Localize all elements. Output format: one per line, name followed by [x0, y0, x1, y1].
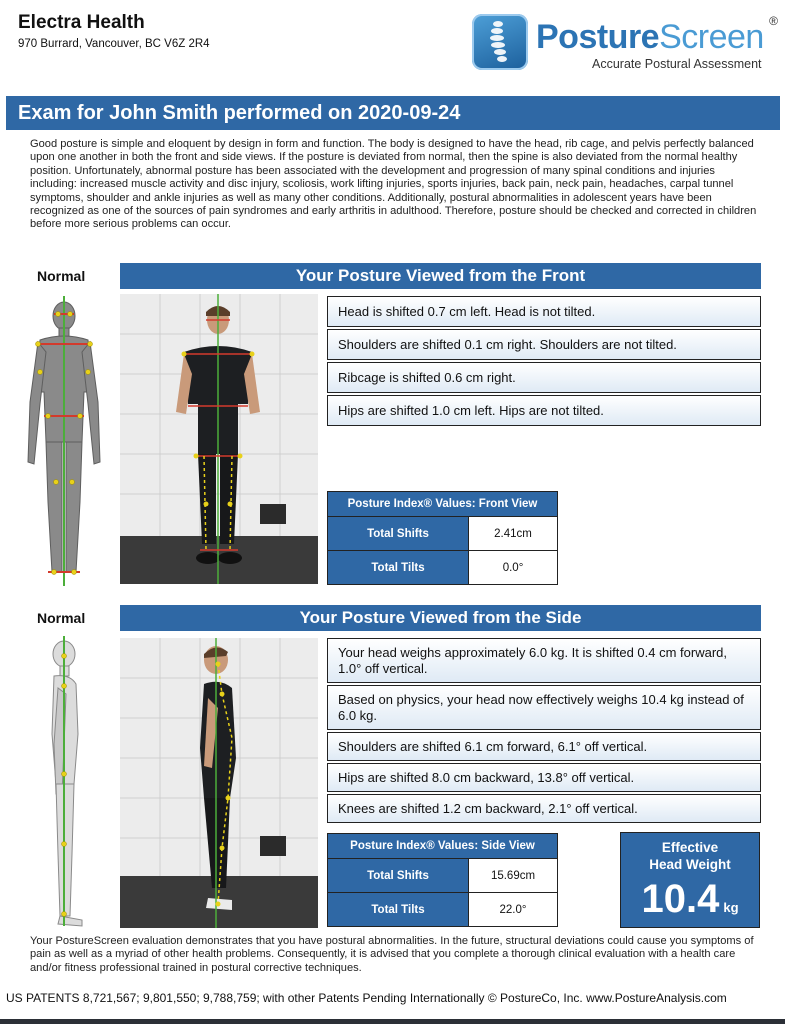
clinic-name: Electra Health	[18, 12, 145, 33]
front-finding-ribcage: Ribcage is shifted 0.6 cm right.	[327, 362, 761, 393]
front-normal-figure-icon	[18, 292, 110, 592]
side-finding-knees: Knees are shifted 1.2 cm backward, 2.1° off vertical.	[327, 794, 761, 823]
patents-footer: US PATENTS 8,721,567; 9,801,550; 9,788,759; with other Patents Pending Internationally © PostureCo, Inc. www.PostureAnalysis.com	[6, 991, 727, 1005]
logo-word-screen: Screen	[659, 18, 764, 56]
ehw-title-line2: Head Weight	[649, 857, 731, 872]
spine-logo-icon	[472, 14, 528, 70]
ehw-title-line1: Effective	[661, 840, 719, 855]
front-finding-hips: Hips are shifted 1.0 cm left. Hips are not tilted.	[327, 395, 761, 426]
registered-mark: ®	[769, 14, 778, 28]
front-total-shifts-label: Total Shifts	[328, 517, 469, 551]
bottom-divider	[0, 1019, 785, 1024]
clinic-address: 970 Burrard, Vancouver, BC V6Z 2R4	[18, 38, 210, 50]
front-finding-head: Head is shifted 0.7 cm left. Head is not tilted.	[327, 296, 761, 327]
side-total-shifts-value: 15.69cm	[469, 859, 558, 893]
side-total-tilts-value: 22.0°	[469, 893, 558, 927]
front-finding-shoulders: Shoulders are shifted 0.1 cm right. Shoulders are not tilted.	[327, 329, 761, 360]
logo-word-posture: Posture	[536, 18, 660, 56]
posturescreen-logo	[472, 14, 778, 76]
side-finding-effective-weight: Based on physics, your head now effectively weighs 10.4 kg instead of 6.0 kg.	[327, 685, 761, 730]
side-finding-shoulders: Shoulders are shifted 6.1 cm forward, 6.1° off vertical.	[327, 732, 761, 761]
ehw-unit: kg	[723, 900, 739, 915]
side-total-tilts-label: Total Tilts	[328, 893, 469, 927]
side-finding-hips: Hips are shifted 8.0 cm backward, 13.8° off vertical.	[327, 763, 761, 792]
front-section-title: Your Posture Viewed from the Front	[120, 263, 761, 289]
front-total-tilts-value: 0.0°	[469, 551, 558, 585]
logo-wordmark	[536, 18, 764, 57]
front-total-shifts-value: 2.41cm	[469, 517, 558, 551]
ehw-value: 10.4	[641, 877, 720, 921]
front-normal-label: Normal	[37, 268, 86, 284]
front-posture-photo	[120, 294, 318, 584]
side-total-shifts-label: Total Shifts	[328, 859, 469, 893]
front-index-title: Posture Index® Values: Front View	[328, 492, 558, 517]
front-total-tilts-label: Total Tilts	[328, 551, 469, 585]
logo-tagline: Accurate Postural Assessment	[592, 57, 762, 71]
front-posture-index-table	[327, 491, 558, 585]
side-posture-index-table	[327, 833, 558, 927]
effective-head-weight-box	[620, 832, 760, 928]
conclusion-paragraph: Your PostureScreen evaluation demonstrates that you have postural abnormalities. In the future, structural deviations could cause you symptoms of pain as well as a myriad of other health problems. Consequently, it is advised that you complete a thorough clinical evaluation with a health care and/or fitness professional trained in postural corrective techniques.	[30, 935, 754, 974]
side-normal-figure-icon	[30, 634, 100, 930]
side-section-title: Your Posture Viewed from the Side	[120, 605, 761, 631]
side-posture-photo	[120, 638, 318, 928]
intro-paragraph: Good posture is simple and eloquent by design in form and function. The body is designed to have the head, rib cage, and pelvis perfectly balanced upon one another in both the front and side views. If the posture is deviated from normal, then the spine is also deviated from the normal healthy position. Unfortunately, abnormal posture has been associated with the development and progression of many spinal conditions and injuries including: increased muscle activity and disc injury, scoliosis, work lifting injuries, sports injuries, back pain, neck pain, headaches, carpal tunnel symptoms, shoulder and ankle injuries as well as many other conditions. Additionally, postural abnormalities in adolescent years have been recognized as one of the sources of pain syndromes and early arthritis in adulthood. Therefore, posture should be checked and corrected in children before more serious problems can occur.	[30, 138, 757, 231]
side-index-title: Posture Index® Values: Side View	[328, 834, 558, 859]
side-normal-label: Normal	[37, 610, 86, 626]
side-finding-head-weight: Your head weighs approximately 6.0 kg. It is shifted 0.4 cm forward, 1.0° off vertical.	[327, 638, 761, 683]
exam-title: Exam for John Smith performed on 2020-09-24	[6, 96, 780, 130]
